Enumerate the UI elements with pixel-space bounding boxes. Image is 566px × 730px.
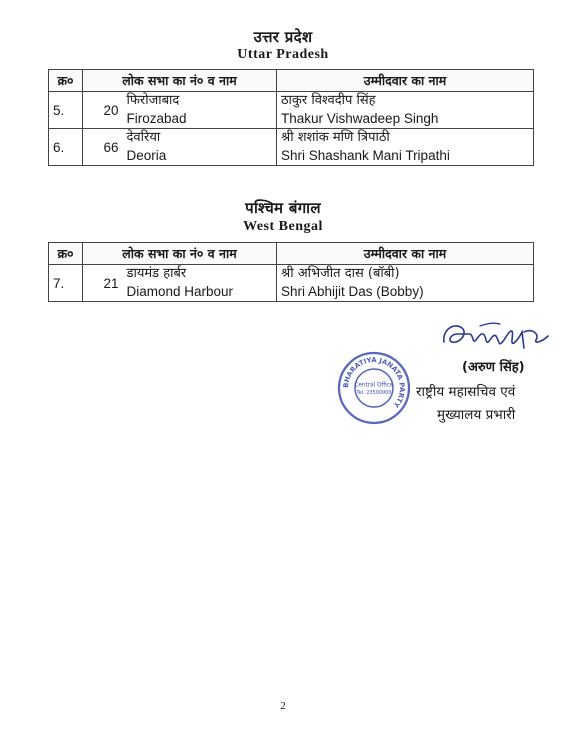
- section-title-english: West Bengal: [243, 219, 323, 234]
- serial-cell: 5.: [49, 92, 83, 129]
- constituency-name-cell: [123, 129, 277, 166]
- serial-cell: 7.: [49, 265, 83, 302]
- section-title-hindi: पश्चिम बंगाल: [245, 199, 321, 217]
- seal-center-line2: Tel: 23500000: [356, 390, 392, 397]
- table-row: [49, 129, 534, 166]
- candidate-table-uttar-pradesh: [48, 69, 534, 166]
- signatory-name: (अरुण सिंह): [462, 360, 525, 375]
- table-header-row: [49, 70, 534, 92]
- candidate-name-cell: [277, 92, 534, 129]
- party-seal-stamp: [336, 350, 412, 426]
- handwritten-signature: [440, 318, 555, 360]
- seal-center-line1: Central Office: [354, 382, 394, 389]
- constituency-name-cell: [123, 92, 277, 129]
- constituency-name-english: Firozabad: [126, 111, 187, 126]
- header-constituency: लोक सभा का नं० व नाम: [83, 70, 277, 92]
- candidate-name-hindi: ठाकुर विश्वदीप सिंह: [281, 93, 376, 108]
- constituency-name-english: Deoria: [126, 148, 167, 163]
- header-candidate: उम्मीदवार का नाम: [277, 243, 534, 265]
- constituency-name-english: Diamond Harbour: [126, 284, 234, 299]
- candidate-name-english: Shri Shashank Mani Tripathi: [281, 148, 450, 163]
- table-header-row: [49, 243, 534, 265]
- header-serial: क्र०: [49, 243, 83, 265]
- serial-cell: 6.: [49, 129, 83, 166]
- constituency-name-hindi: फिरोजाबाद: [126, 93, 180, 108]
- section-title-english: Uttar Pradesh: [237, 47, 329, 62]
- section-title-hindi: उत्तर प्रदेश: [253, 28, 313, 46]
- header-serial: क्र०: [49, 70, 83, 92]
- constituency-number-cell: 20: [83, 92, 123, 129]
- candidate-table-west-bengal: [48, 242, 534, 302]
- candidate-name-cell: [277, 265, 534, 302]
- table-row: [49, 92, 534, 129]
- table-row: [49, 265, 534, 302]
- page-number: 2: [280, 700, 286, 712]
- header-constituency: लोक सभा का नं० व नाम: [83, 243, 277, 265]
- constituency-number-cell: 21: [83, 265, 123, 302]
- candidate-name-hindi: श्री शशांक मणि त्रिपाठी: [281, 130, 390, 145]
- signatory-designation-line1: राष्ट्रीय महासचिव एवं: [416, 384, 516, 400]
- seal-ring-text: BHARATIYA JANATA PARTY: [342, 356, 406, 409]
- constituency-number-cell: 66: [83, 129, 123, 166]
- candidate-name-cell: [277, 129, 534, 166]
- constituency-name-hindi: डायमंड हार्बर: [126, 266, 187, 281]
- signatory-designation-line2: मुख्यालय प्रभारी: [437, 407, 516, 423]
- constituency-name-cell: [123, 265, 277, 302]
- header-candidate: उम्मीदवार का नाम: [277, 70, 534, 92]
- candidate-name-english: Shri Abhijit Das (Bobby): [281, 284, 424, 299]
- constituency-name-hindi: देवरिया: [126, 130, 161, 145]
- candidate-name-english: Thakur Vishwadeep Singh: [281, 111, 439, 126]
- candidate-name-hindi: श्री अभिजीत दास (बॉबी): [281, 266, 400, 281]
